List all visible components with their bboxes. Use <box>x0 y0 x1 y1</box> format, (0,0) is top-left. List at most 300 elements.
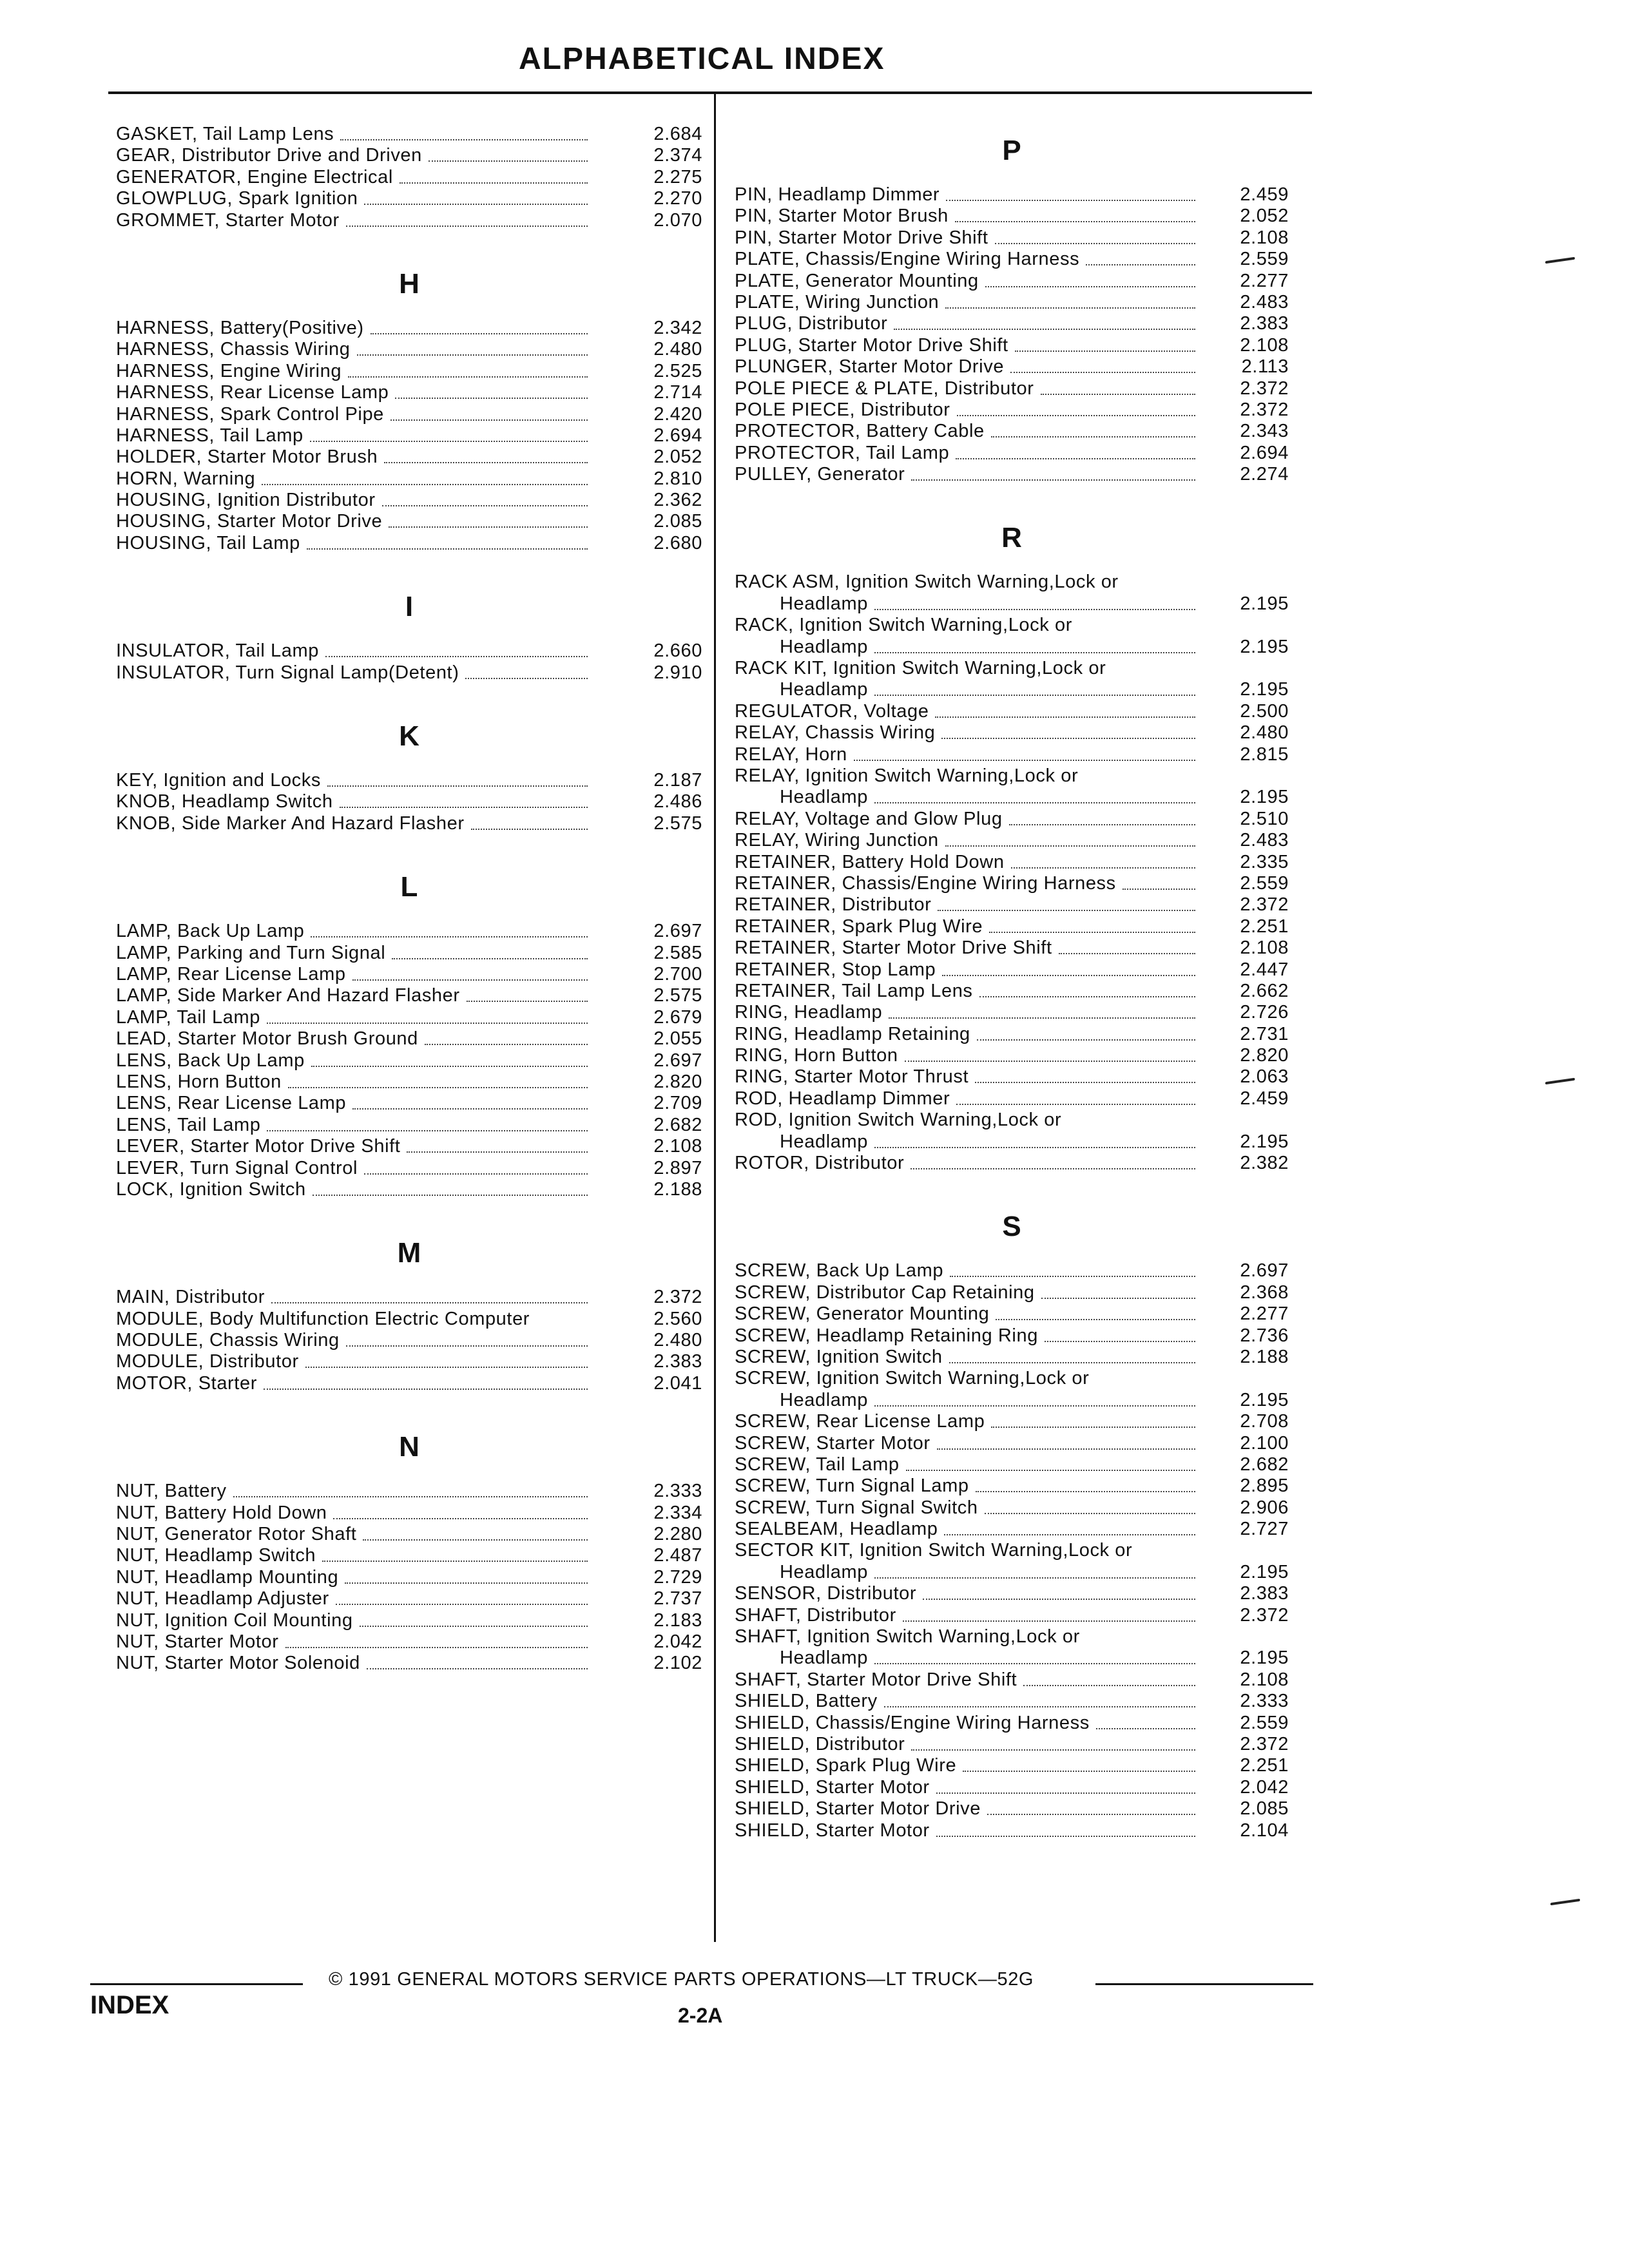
dot-leader <box>233 1496 588 1497</box>
margin-mark <box>1550 1899 1580 1905</box>
entry-name: LENS, Horn Button <box>116 1071 282 1092</box>
entry-page-ref: 2.697 <box>653 921 702 942</box>
entry-page-ref: 2.895 <box>1240 1475 1289 1497</box>
index-entry <box>116 1287 702 1308</box>
section-letter: R <box>1001 522 1022 554</box>
entry-name: LENS, Tail Lamp <box>116 1114 261 1135</box>
entry-name: SHIELD, Distributor <box>735 1734 905 1754</box>
dot-leader <box>923 1599 1195 1600</box>
entry-name: ROD, Headlamp Dimmer <box>735 1088 950 1109</box>
entry-page-ref: 2.372 <box>1240 399 1289 420</box>
index-entry <box>735 378 1289 399</box>
dot-leader <box>941 738 1195 739</box>
dot-leader <box>979 996 1195 997</box>
dot-leader <box>340 807 588 808</box>
entry-name: NUT, Headlamp Mounting <box>116 1566 339 1588</box>
dot-leader <box>395 398 588 399</box>
dot-leader <box>348 376 588 378</box>
entry-name: Headlamp <box>780 1389 868 1410</box>
entry-page-ref: 2.682 <box>1240 1454 1289 1475</box>
entry-name: SCREW, Distributor Cap Retaining <box>735 1282 1035 1303</box>
entry-name: SHAFT, Ignition Switch Warning,Lock or <box>735 1626 1080 1648</box>
entry-page-ref: 2.335 <box>1240 851 1289 872</box>
dot-leader <box>945 845 1195 847</box>
index-entry <box>116 1524 702 1545</box>
index-entry <box>116 662 702 684</box>
entry-page-ref: 2.368 <box>1240 1282 1289 1303</box>
entry-name: SHIELD, Starter Motor <box>735 1776 930 1798</box>
entry-name: KEY, Ignition and Locks <box>116 770 321 791</box>
dot-leader <box>364 1173 588 1175</box>
entry-name: INSULATOR, Tail Lamp <box>116 640 319 662</box>
index-entry <box>735 249 1289 270</box>
entry-name: MODULE, Body Multifunction Electric Computer <box>116 1308 530 1329</box>
index-section <box>116 251 702 573</box>
entry-page-ref: 2.727 <box>1240 1519 1289 1540</box>
dot-leader <box>264 1389 588 1390</box>
entry-page-ref: 2.480 <box>1240 722 1289 744</box>
entry-name: SCREW, Rear License Lamp <box>735 1411 985 1432</box>
dot-leader <box>985 1513 1195 1514</box>
entry-page-ref: 2.480 <box>653 339 702 360</box>
entry-name: SCREW, Tail Lamp <box>735 1454 900 1475</box>
index-entry <box>735 206 1289 227</box>
index-entry <box>735 873 1289 894</box>
entry-name: MOTOR, Starter <box>116 1372 257 1394</box>
entry-name: SHIELD, Starter Motor <box>735 1820 930 1841</box>
dot-leader <box>1023 1685 1195 1686</box>
dot-leader <box>267 1023 588 1024</box>
dot-leader <box>938 910 1195 911</box>
entry-name: PIN, Starter Motor Drive Shift <box>735 227 988 248</box>
dot-leader <box>911 1749 1195 1751</box>
index-entry <box>116 447 702 468</box>
entry-name: LENS, Rear License Lamp <box>116 1093 347 1114</box>
section-letter: P <box>1002 135 1021 166</box>
index-entry <box>116 361 702 382</box>
index-entry <box>735 1798 1289 1820</box>
section-letter: K <box>399 720 419 753</box>
entry-name: Headlamp <box>780 1131 868 1152</box>
dot-leader <box>991 1427 1195 1428</box>
entry-page-ref: 2.483 <box>1240 830 1289 851</box>
index-entry <box>735 830 1289 851</box>
entry-name: RELAY, Wiring Junction <box>735 830 939 851</box>
index-entry <box>735 787 1289 808</box>
dot-leader <box>1123 889 1195 890</box>
dot-leader <box>945 307 1195 309</box>
index-entry <box>735 1691 1289 1712</box>
entry-page-ref: 2.183 <box>653 1610 702 1631</box>
entry-name: PIN, Starter Motor Brush <box>735 206 949 227</box>
entry-page-ref: 2.680 <box>653 532 702 553</box>
dot-leader <box>874 652 1195 653</box>
entry-page-ref: 2.575 <box>653 985 702 1006</box>
entry-page-ref: 2.700 <box>653 963 702 985</box>
entry-page-ref: 2.108 <box>1240 937 1289 959</box>
entry-name: RETAINER, Tail Lamp Lens <box>735 980 973 1001</box>
entry-page-ref: 2.694 <box>1240 442 1289 463</box>
entry-page-ref: 2.726 <box>1240 1002 1289 1023</box>
entry-page-ref: 2.372 <box>1240 1734 1289 1754</box>
entry-page-ref: 2.362 <box>653 490 702 511</box>
entry-name: SEALBEAM, Headlamp <box>735 1519 938 1540</box>
index-section <box>116 573 702 703</box>
entry-page-ref: 2.070 <box>653 209 702 231</box>
entry-name: RELAY, Horn <box>735 744 847 765</box>
index-section <box>735 1193 1289 1841</box>
entry-page-ref: 2.372 <box>1240 1604 1289 1626</box>
index-entry <box>735 356 1289 378</box>
dot-leader <box>854 760 1195 761</box>
index-entry <box>116 1136 702 1157</box>
dot-leader <box>327 785 588 787</box>
dot-leader <box>325 656 588 657</box>
dot-leader <box>963 1771 1195 1772</box>
entry-name: SENSOR, Distributor <box>735 1583 917 1604</box>
index-entry <box>735 744 1289 765</box>
entry-page-ref: 2.383 <box>653 1351 702 1372</box>
dot-leader <box>271 1302 588 1303</box>
index-entry <box>735 1713 1289 1734</box>
dot-leader <box>889 1017 1195 1019</box>
dot-leader <box>903 1620 1195 1622</box>
dot-leader <box>942 975 1195 976</box>
index-entry <box>116 1072 702 1093</box>
entry-name: RELAY, Ignition Switch Warning,Lock or <box>735 765 1079 786</box>
index-entry <box>735 1648 1289 1669</box>
index-entry <box>116 382 702 403</box>
index-entry <box>735 593 1289 615</box>
entry-name: RELAY, Chassis Wiring <box>735 722 936 744</box>
entry-name: HOLDER, Starter Motor Brush <box>116 447 378 468</box>
entry-page-ref: 2.714 <box>653 382 702 403</box>
index-entry <box>735 421 1289 442</box>
entry-page-ref: 2.682 <box>653 1114 702 1135</box>
entry-page-ref: 2.374 <box>653 145 702 166</box>
index-entry <box>116 167 702 188</box>
entry-name: NUT, Headlamp Switch <box>116 1545 316 1566</box>
index-entry <box>116 1158 702 1179</box>
entry-name: GASKET, Tail Lamp Lens <box>116 124 334 144</box>
index-entry <box>116 511 702 532</box>
entry-page-ref: 2.684 <box>653 124 702 144</box>
index-entry <box>116 1007 702 1028</box>
dot-leader <box>352 1108 588 1110</box>
index-entry <box>735 1024 1289 1045</box>
page-title: ALPHABETICAL INDEX <box>519 42 885 76</box>
entry-page-ref: 2.679 <box>653 1006 702 1028</box>
index-entry <box>735 1755 1289 1776</box>
dot-leader <box>936 1836 1195 1837</box>
dot-leader <box>996 1319 1195 1320</box>
entry-name: LAMP, Tail Lamp <box>116 1006 260 1028</box>
index-entry <box>116 339 702 360</box>
entry-name: LEVER, Turn Signal Control <box>116 1157 358 1178</box>
dot-leader <box>874 1577 1195 1579</box>
entry-page-ref: 2.251 <box>1240 916 1289 937</box>
entry-name: RETAINER, Stop Lamp <box>735 959 936 980</box>
entry-page-ref: 2.333 <box>653 1481 702 1502</box>
entry-page-ref: 2.188 <box>653 1178 702 1200</box>
footer-rule-right <box>1095 1983 1313 1985</box>
dot-leader <box>310 441 588 442</box>
entry-page-ref: 2.108 <box>653 1136 702 1157</box>
index-entry <box>735 1734 1289 1755</box>
dot-leader <box>874 695 1195 696</box>
index-entry <box>116 1653 702 1674</box>
entry-page-ref: 2.372 <box>1240 894 1289 916</box>
dot-leader <box>345 1582 588 1584</box>
index-entry <box>735 271 1289 292</box>
entry-page-ref: 2.277 <box>1240 1303 1289 1325</box>
index-entry <box>735 809 1289 830</box>
index-entry <box>116 1309 702 1330</box>
entry-page-ref: 2.559 <box>1240 249 1289 270</box>
index-entry <box>116 1373 702 1394</box>
index-entry <box>116 985 702 1006</box>
entry-page-ref: 2.333 <box>1240 1691 1289 1712</box>
index-entry <box>735 1325 1289 1347</box>
entry-name: LENS, Back Up Lamp <box>116 1050 305 1071</box>
dot-leader <box>390 419 588 421</box>
index-entry <box>116 468 702 490</box>
dot-leader <box>946 200 1195 201</box>
dot-leader <box>1010 372 1195 373</box>
entry-name: RACK ASM, Ignition Switch Warning,Lock or <box>735 572 1119 593</box>
dot-leader <box>311 1066 588 1067</box>
entry-page-ref: 2.382 <box>1240 1153 1289 1174</box>
entry-page-ref: 2.820 <box>653 1071 702 1092</box>
index-entry <box>735 1626 1289 1648</box>
entry-page-ref: 2.334 <box>653 1502 702 1523</box>
index-entry <box>735 1260 1289 1282</box>
entry-name: PLUG, Distributor <box>735 313 888 334</box>
entry-page-ref: 2.559 <box>1240 872 1289 894</box>
entry-page-ref: 2.195 <box>1240 593 1289 614</box>
entry-name: PULLEY, Generator <box>735 464 905 485</box>
index-entry <box>735 1390 1289 1411</box>
entry-name: RETAINER, Spark Plug Wire <box>735 916 983 937</box>
entry-page-ref: 2.383 <box>1240 1583 1289 1604</box>
entry-name: KNOB, Side Marker And Hazard Flasher <box>116 812 465 834</box>
header-rule <box>108 91 1312 94</box>
index-entry <box>735 1153 1289 1174</box>
index-entry <box>735 981 1289 1002</box>
index-entry <box>735 765 1289 787</box>
entry-page-ref: 2.188 <box>1240 1346 1289 1367</box>
index-entry <box>116 1545 702 1566</box>
entry-name: HORN, Warning <box>116 468 256 489</box>
page-number: 2-2A <box>678 2004 723 2027</box>
entry-name: INSULATOR, Turn Signal Lamp(Detent) <box>116 662 459 683</box>
index-entry <box>116 1610 702 1631</box>
dot-leader <box>1086 264 1195 265</box>
index-entry <box>735 615 1289 636</box>
index-entry <box>116 1179 702 1200</box>
entry-name: Headlamp <box>780 1648 868 1669</box>
entry-name: GENERATOR, Engine Electrical <box>116 166 393 187</box>
dot-leader <box>407 1151 588 1153</box>
index-entry <box>735 1002 1289 1023</box>
dot-leader <box>305 1367 588 1368</box>
entry-name: SHIELD, Battery <box>735 1691 878 1712</box>
footer-rule-left <box>90 1983 303 1985</box>
entry-name: Headlamp <box>780 593 868 614</box>
entry-page-ref: 2.906 <box>1240 1497 1289 1518</box>
dot-leader <box>364 204 588 205</box>
index-entry <box>116 490 702 511</box>
entry-page-ref: 2.708 <box>1240 1411 1289 1432</box>
entry-name: ROTOR, Distributor <box>735 1153 905 1174</box>
entry-page-ref: 2.585 <box>653 942 702 963</box>
index-entry <box>735 1282 1289 1303</box>
entry-name: RETAINER, Battery Hold Down <box>735 851 1005 872</box>
index-entry <box>116 640 702 662</box>
dot-leader <box>950 1276 1195 1277</box>
index-entry <box>735 572 1289 593</box>
entry-name: LAMP, Back Up Lamp <box>116 921 305 942</box>
dot-leader <box>935 716 1195 718</box>
entry-name: NUT, Headlamp Adjuster <box>116 1588 329 1610</box>
entry-page-ref: 2.447 <box>1240 959 1289 980</box>
dot-leader <box>307 548 588 550</box>
index-entry <box>116 1351 702 1372</box>
dot-leader <box>874 1663 1195 1664</box>
index-entry <box>735 399 1289 421</box>
dot-leader <box>905 1061 1195 1062</box>
index-entry <box>735 1411 1289 1432</box>
index-entry <box>735 637 1289 658</box>
index-entry <box>735 1669 1289 1691</box>
entry-page-ref: 2.559 <box>1240 1712 1289 1733</box>
entry-page-ref: 2.085 <box>1240 1798 1289 1820</box>
index-entry <box>735 227 1289 249</box>
dot-leader <box>975 1082 1195 1083</box>
entry-name: HOUSING, Ignition Distributor <box>116 490 376 511</box>
entry-page-ref: 2.195 <box>1240 679 1289 700</box>
entry-page-ref: 2.660 <box>653 640 702 662</box>
index-section <box>116 1414 702 1675</box>
entry-name: RACK KIT, Ignition Switch Warning,Lock or <box>735 658 1106 679</box>
dot-leader <box>937 1448 1195 1450</box>
entry-name: LEAD, Starter Motor Brush Ground <box>116 1028 418 1050</box>
dot-leader <box>367 1668 588 1669</box>
entry-name: RING, Headlamp <box>735 1002 883 1023</box>
index-entry <box>116 210 702 231</box>
dot-leader <box>471 829 588 830</box>
dot-leader <box>884 1706 1195 1707</box>
index-entry <box>116 1093 702 1114</box>
entry-name: SHIELD, Spark Plug Wire <box>735 1755 957 1776</box>
entry-name: RING, Horn Button <box>735 1045 898 1066</box>
index-entry <box>735 1777 1289 1798</box>
entry-name: SHIELD, Starter Motor Drive <box>735 1798 981 1820</box>
dot-leader <box>311 936 588 937</box>
entry-page-ref: 2.483 <box>1240 291 1289 312</box>
entry-page-ref: 2.108 <box>1240 227 1289 248</box>
section-letter: M <box>397 1237 421 1269</box>
dot-leader <box>956 1104 1195 1105</box>
entry-name: LAMP, Parking and Turn Signal <box>116 942 386 963</box>
entry-name: HARNESS, Tail Lamp <box>116 425 304 446</box>
entry-name: LAMP, Rear License Lamp <box>116 963 346 985</box>
entry-page-ref: 2.113 <box>1241 356 1289 378</box>
index-entry <box>735 1303 1289 1325</box>
dot-leader <box>956 458 1195 459</box>
dot-leader <box>991 436 1195 437</box>
index-entry <box>735 1605 1289 1626</box>
entry-name: Headlamp <box>780 787 868 808</box>
entry-name: PROTECTOR, Tail Lamp <box>735 442 950 463</box>
entry-name: PIN, Headlamp Dimmer <box>735 184 940 205</box>
dot-leader <box>467 1001 588 1002</box>
dot-leader <box>429 160 588 162</box>
index-entry <box>735 1454 1289 1475</box>
dot-leader <box>911 1168 1195 1169</box>
index-entry <box>735 443 1289 464</box>
entry-name: HARNESS, Engine Wiring <box>116 360 342 381</box>
dot-leader <box>371 333 588 334</box>
entry-page-ref: 2.694 <box>653 425 702 446</box>
dot-leader <box>267 1130 588 1131</box>
entry-page-ref: 2.100 <box>1240 1432 1289 1454</box>
index-entry <box>735 959 1289 981</box>
section-letter: N <box>399 1431 419 1463</box>
index-entry <box>116 1481 702 1502</box>
dot-leader <box>995 243 1195 244</box>
entry-page-ref: 2.487 <box>653 1545 702 1566</box>
dot-leader <box>346 1345 588 1347</box>
dot-leader <box>874 802 1195 803</box>
entry-name: POLE PIECE, Distributor <box>735 399 950 420</box>
entry-page-ref: 2.736 <box>1240 1325 1289 1346</box>
index-entry <box>116 943 702 964</box>
entry-page-ref: 2.251 <box>1240 1755 1289 1776</box>
entry-name: PLUNGER, Starter Motor Drive <box>735 356 1005 378</box>
index-entry <box>116 964 702 985</box>
entry-name: SHIELD, Chassis/Engine Wiring Harness <box>735 1712 1090 1733</box>
entry-name: RELAY, Voltage and Glow Plug <box>735 808 1003 829</box>
entry-name: SCREW, Ignition Switch Warning,Lock or <box>735 1368 1090 1389</box>
entry-name: SCREW, Ignition Switch <box>735 1346 943 1367</box>
entry-page-ref: 2.510 <box>1240 808 1289 829</box>
index-entry <box>116 188 702 209</box>
dot-leader <box>384 462 588 463</box>
entry-page-ref: 2.500 <box>1240 700 1289 722</box>
entry-page-ref: 2.195 <box>1240 1648 1289 1669</box>
index-entry <box>735 658 1289 679</box>
entry-name: HARNESS, Rear License Lamp <box>116 382 389 403</box>
entry-page-ref: 2.420 <box>653 403 702 425</box>
entry-page-ref: 2.810 <box>653 468 702 489</box>
entry-name: HARNESS, Spark Control Pipe <box>116 403 384 425</box>
entry-page-ref: 2.459 <box>1240 184 1289 205</box>
entry-name: REGULATOR, Voltage <box>735 700 929 722</box>
index-entry <box>116 1567 702 1588</box>
dot-leader <box>333 1518 588 1519</box>
index-entry <box>735 292 1289 313</box>
index-entry <box>735 1475 1289 1497</box>
entry-page-ref: 2.055 <box>653 1028 702 1050</box>
entry-page-ref: 2.052 <box>653 447 702 468</box>
entry-name: GROMMET, Starter Motor <box>116 209 340 231</box>
entry-name: NUT, Starter Motor Solenoid <box>116 1653 360 1674</box>
entry-name: HARNESS, Chassis Wiring <box>116 339 351 360</box>
entry-page-ref: 2.729 <box>653 1566 702 1588</box>
entry-name: SCREW, Headlamp Retaining Ring <box>735 1325 1038 1346</box>
index-entry <box>116 1588 702 1610</box>
